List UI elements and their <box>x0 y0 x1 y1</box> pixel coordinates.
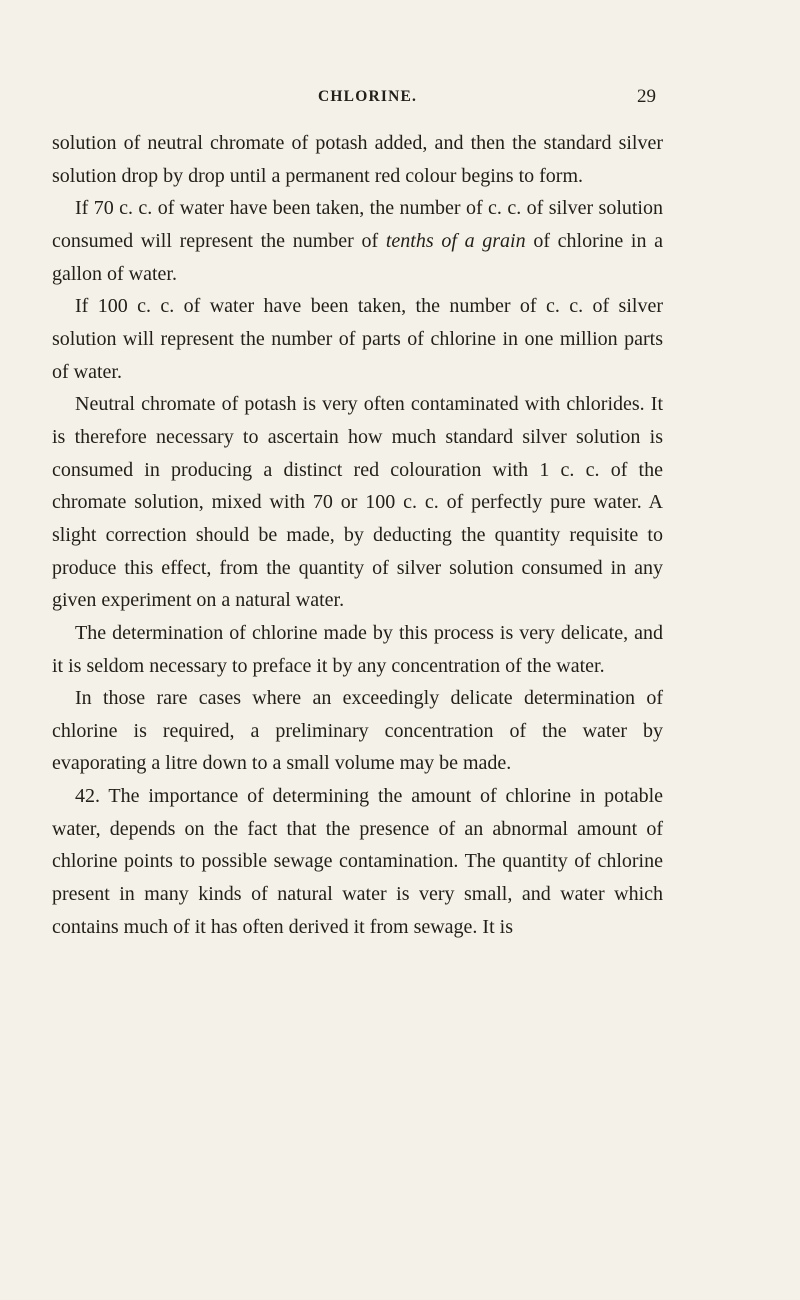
paragraph-text: of chlorine in a gallon of water. <box>52 229 664 285</box>
emphasized-text: tenths of a grain <box>385 229 526 252</box>
paragraph: In those rare cases where an exceedingly delicate determination of chlorine is required, a preliminary concentration of the water by evaporating a litre down to a small volume may be made. <box>52 687 663 775</box>
running-head <box>0 86 800 110</box>
page-number: 29 <box>637 86 656 107</box>
running-title: CHLORINE. <box>318 88 418 105</box>
paragraph-text: If 70 c. c. of water have been taken, the number of c. c. of silver solution consumed will represent the number of <box>52 197 663 252</box>
paragraph: If 100 c. c. of water have been taken, the number of c. c. of silver solution will represent the number of parts of chlorine in one million parts of water. <box>52 295 663 383</box>
body-text <box>52 127 663 943</box>
paragraph: Neutral chromate of potash is very often contaminated with chlorides. It is therefore necessary to ascertain how much standard silver solution is consumed in producing a distinct red colouration with 1 c. c. of the chromate solution, mixed with 70 or 100 c. c. of perfectly pure water. A slight correction should be made, by deducting the quantity requisite to produce this effect, from the quantity of silver solution consumed in any given experiment on a natural water. <box>52 393 663 612</box>
paragraph: 42. The importance of determining the amount of chlorine in potable water, depends on the fact that the presence of an abnormal amount of chlorine points to possible sewage contamination. The quantity of chlorine present in many kinds of natural water is very small, and water which contains much of it has often derived it from sewage. It is <box>52 785 663 938</box>
paragraph <box>52 192 663 290</box>
paragraph: The determination of chlorine made by this process is very delicate, and it is seldom necessary to preface it by any concentration of the water. <box>52 621 663 677</box>
paragraph: solution of neutral chromate of potash added, and then the standard silver solution drop by drop until a permanent red colour begins to form. <box>52 132 663 187</box>
